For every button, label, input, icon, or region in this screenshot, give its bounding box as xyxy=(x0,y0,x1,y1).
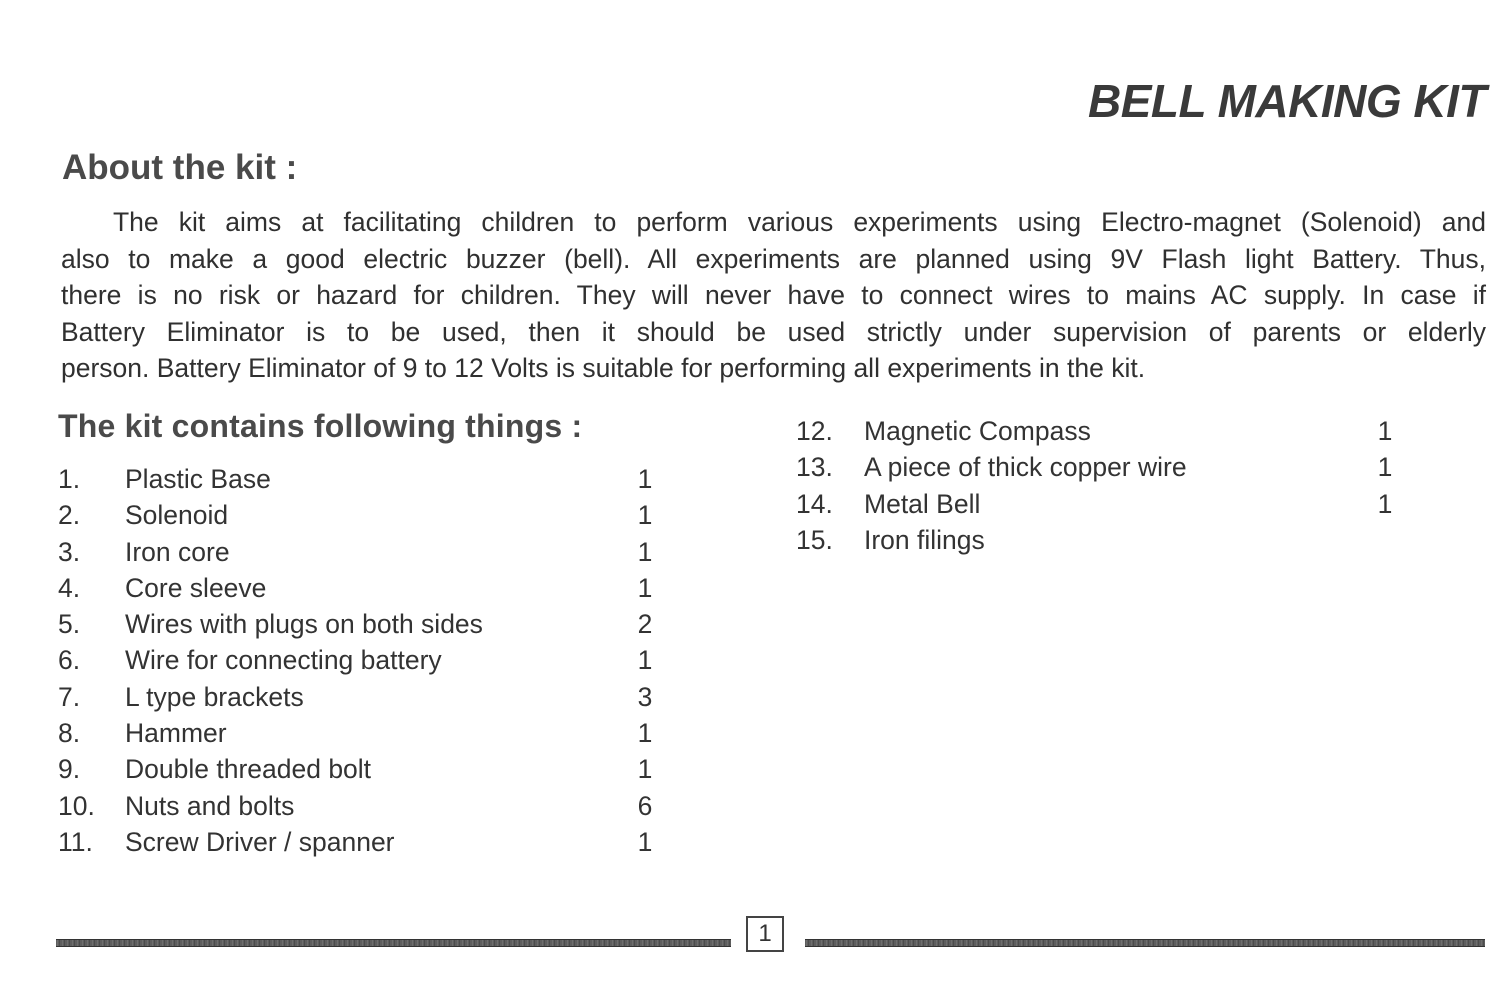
about-paragraph xyxy=(61,204,1486,387)
item-number: 9. xyxy=(58,754,81,785)
item-name: Screw Driver / spanner xyxy=(125,826,395,857)
about-line: also to make a good electric buzzer (bell). All experiments are planned using 9V Flash light Battery. Thus, xyxy=(61,243,1486,274)
list-item xyxy=(58,534,678,570)
item-quantity: 1 xyxy=(637,718,653,749)
item-number: 15. xyxy=(796,524,833,555)
list-item xyxy=(58,679,678,715)
list-item xyxy=(58,642,678,678)
about-line: there is no risk or hazard for children. They will never have to connect wires to mains AC supply. In case if xyxy=(61,280,1486,310)
item-name: Iron core xyxy=(125,536,230,567)
about-line: Battery Eliminator is to be used, then it should be used strictly under supervision of parents or elderly xyxy=(61,316,1486,347)
item-name: Magnetic Compass xyxy=(864,416,1091,446)
item-number: 7. xyxy=(58,681,81,712)
item-quantity: 1 xyxy=(1377,416,1393,446)
about-heading: About the kit : xyxy=(62,148,298,187)
footer-rule-right xyxy=(805,939,1485,947)
item-name: A piece of thick copper wire xyxy=(864,452,1187,483)
list-item xyxy=(58,570,678,606)
about-line: person. Battery Eliminator of 9 to 12 Volts is suitable for performing all experiments in the kit. xyxy=(61,353,1146,383)
contents-list-left xyxy=(58,461,678,860)
item-number: 6. xyxy=(58,645,81,676)
list-item xyxy=(58,606,678,642)
item-name: Iron filings xyxy=(864,524,985,555)
list-item xyxy=(796,449,1416,485)
item-number: 12. xyxy=(796,416,833,446)
item-quantity: 6 xyxy=(637,790,653,821)
item-name: Solenoid xyxy=(125,500,229,531)
page-number: 1 xyxy=(746,916,784,952)
item-number: 13. xyxy=(796,452,833,483)
item-number: 3. xyxy=(58,536,81,567)
item-number: 4. xyxy=(58,572,81,603)
list-item xyxy=(58,497,678,533)
list-item xyxy=(58,788,678,824)
item-quantity: 1 xyxy=(637,645,653,676)
item-number: 14. xyxy=(796,488,833,519)
item-number: 10. xyxy=(58,790,95,821)
item-number: 5. xyxy=(58,609,81,640)
contents-heading: The kit contains following things : xyxy=(58,408,583,444)
item-number: 2. xyxy=(58,500,81,531)
list-item xyxy=(58,715,678,751)
item-name: Core sleeve xyxy=(125,572,267,603)
item-name: Nuts and bolts xyxy=(125,790,295,821)
page-title: BELL MAKING KIT xyxy=(1088,75,1486,127)
item-quantity: 1 xyxy=(637,754,653,785)
item-number: 11. xyxy=(58,826,93,857)
item-quantity: 3 xyxy=(637,681,653,712)
list-item xyxy=(58,751,678,787)
list-item xyxy=(58,824,678,860)
about-line: The kit aims at facilitating children to perform various experiments using Electro-magnet (Solenoid) and xyxy=(113,207,1486,237)
item-quantity: 1 xyxy=(637,572,653,603)
item-quantity: 1 xyxy=(1377,452,1393,483)
footer-rule-left xyxy=(56,939,731,947)
list-item xyxy=(796,486,1416,522)
contents-list-right xyxy=(796,413,1416,558)
item-name: L type brackets xyxy=(125,681,304,712)
list-item xyxy=(796,413,1416,449)
item-quantity: 1 xyxy=(637,536,653,567)
item-name: Wires with plugs on both sides xyxy=(125,609,483,640)
item-name: Double threaded bolt xyxy=(125,754,372,785)
item-name: Metal Bell xyxy=(864,488,981,519)
item-name: Plastic Base xyxy=(125,464,271,494)
item-name: Hammer xyxy=(125,718,227,749)
list-item xyxy=(58,461,678,497)
item-quantity: 1 xyxy=(637,500,653,531)
item-quantity: 1 xyxy=(637,464,653,494)
item-quantity: 1 xyxy=(637,826,653,857)
item-number: 1. xyxy=(58,464,81,494)
item-quantity: 2 xyxy=(637,609,653,640)
item-number: 8. xyxy=(58,718,81,749)
item-name: Wire for connecting battery xyxy=(125,645,442,676)
item-quantity: 1 xyxy=(1377,488,1393,519)
list-item xyxy=(796,522,1416,558)
